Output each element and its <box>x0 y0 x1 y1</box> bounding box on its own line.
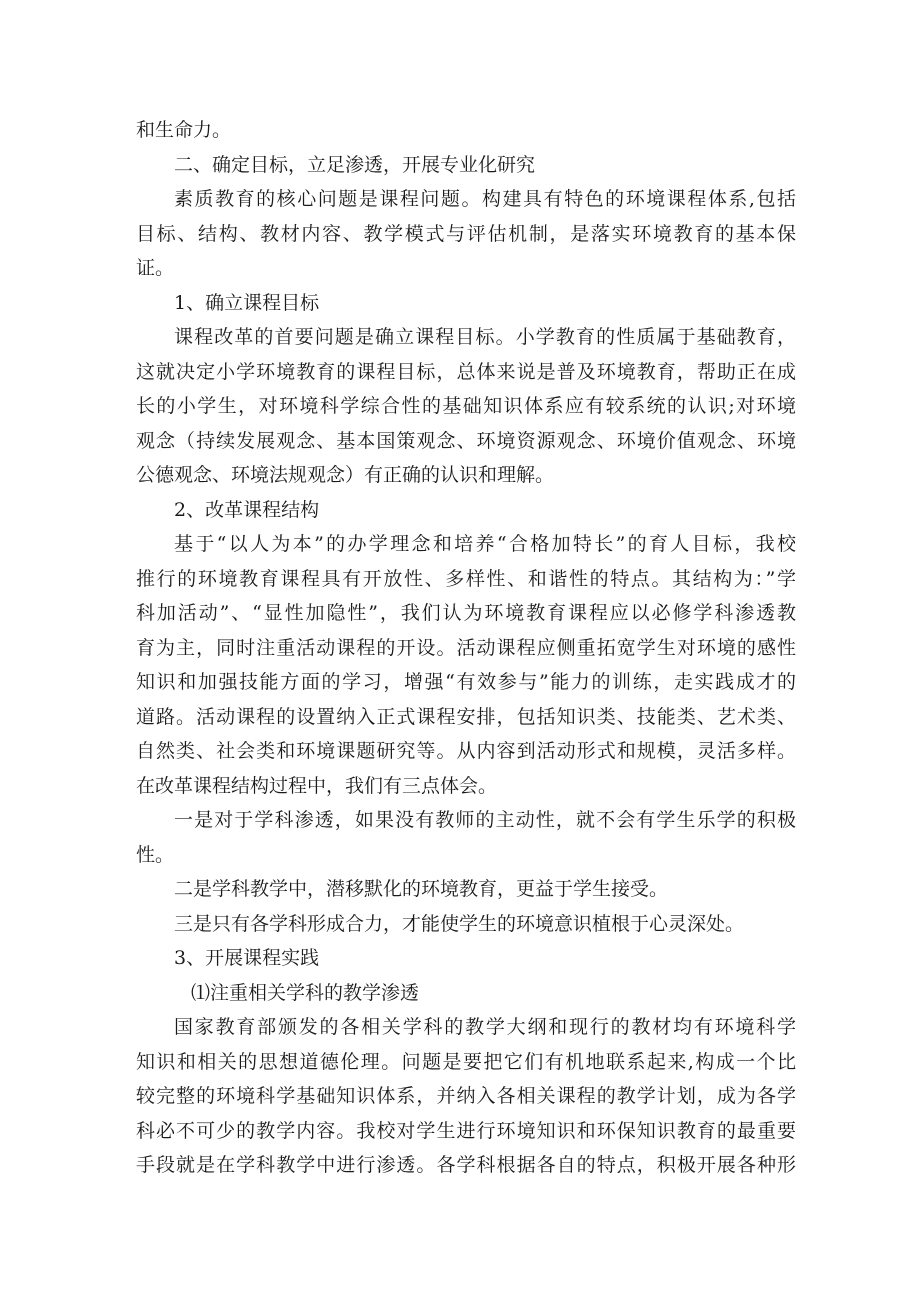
paragraph-line: 知识和相关的思想道德伦理。问题是要把它们有机地联系起来,构成一个比 <box>136 1050 796 1073</box>
paragraph-line: 目标、结构、教材内容、教学模式与评估机制，是落实环境教育的基本保 <box>136 222 796 245</box>
paragraph-line: 观念（持续发展观念、基本国策观念、环境资源观念、环境价值观念、环境 <box>136 429 796 452</box>
paragraph-line: 素质教育的核心问题是课程问题。构建具有特色的环境课程体系,包括 <box>174 188 796 210</box>
paragraph-line: 课程改革的首要问题是确立课程目标。小学教育的性质属于基础教育， <box>174 326 796 348</box>
paragraph-line: 较完整的环境科学基础知识体系，并纳入各相关课程的教学计划，成为各学 <box>136 1085 796 1107</box>
document-body <box>136 113 796 1183</box>
paragraph-line: 公德观念、环境法规观念）有正确的认识和理解。 <box>136 464 555 486</box>
paragraph-line: 育为主，同时注重活动课程的开设。活动课程应侧重拓宽学生对环境的感性 <box>136 636 796 659</box>
paragraph-line: 在改革课程结构过程中，我们有三点体会。 <box>136 774 498 797</box>
paragraph-line: 推行的环境教育课程具有开放性、多样性、和谐性的特点。其结构为：”学 <box>136 567 796 590</box>
subsection-heading: 2、改革课程结构 <box>174 498 320 521</box>
paragraph-line: 性。 <box>136 843 175 866</box>
paragraph-line: 二是学科教学中，潜移默化的环境教育，更益于学生接受。 <box>174 878 669 900</box>
paragraph-line: 这就决定小学环境教育的课程目标，总体来说是普及环境教育，帮助正在成 <box>136 360 796 383</box>
paragraph-line: 一是对于学科渗透，如果没有教师的主动性，就不会有学生乐学的积极 <box>174 809 796 831</box>
paragraph-line: 基于“以人为本”的办学理念和培养“合格加特长”的育人目标，我校 <box>174 533 796 555</box>
paragraph-line: 科加活动”、“显性加隐性”，我们认为环境教育课程应以必修学科渗透教 <box>136 602 796 624</box>
paragraph-line: 手段就是在学科教学中进行渗透。各学科根据各自的特点，积极开展各种形 <box>136 1154 796 1176</box>
paragraph-line: 和生命力。 <box>136 119 232 141</box>
paragraph-line: 知识和加强技能方面的学习，增强“有效参与”能力的训练，走实践成才的 <box>136 671 796 693</box>
subsection-heading: 1、确立课程目标 <box>174 291 320 314</box>
paragraph-line: 长的小学生，对环境科学综合性的基础知识体系应有较系统的认识;对环境 <box>136 395 796 417</box>
paragraph-line: 自然类、社会类和环境课题研究等。从内容到活动形式和规模，灵活多样。 <box>136 740 796 762</box>
subsection-heading: 3、开展课程实践 <box>174 947 320 969</box>
paragraph-line: 道路。活动课程的设置纳入正式课程安排，包括知识类、技能类、艺术类、 <box>136 705 796 728</box>
paragraph-line: 科必不可少的教学内容。我校对学生进行环境知识和环保知识教育的最重要 <box>136 1119 796 1142</box>
paragraph-line: 证。 <box>136 257 175 279</box>
paragraph-line: 国家教育部颁发的各相关学科的教学大纲和现行的教材均有环境科学 <box>174 1016 796 1038</box>
paragraph-line: 三是只有各学科形成合力，才能使学生的环境意识植根于心灵深处。 <box>174 912 745 935</box>
section-heading: 二、确定目标，立足渗透，开展专业化研究 <box>174 153 536 176</box>
item-heading: ⑴注重相关学科的教学渗透 <box>191 981 420 1004</box>
